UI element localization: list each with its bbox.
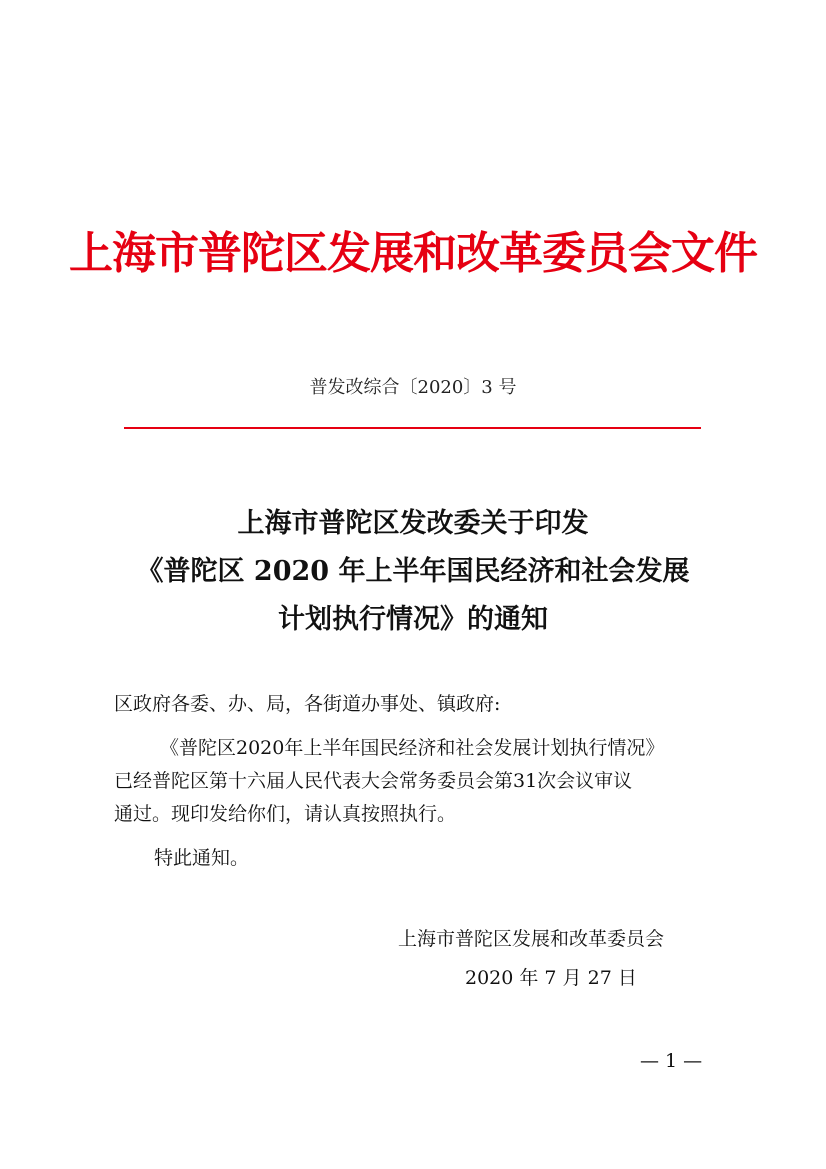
- notice-title-line-3: 计划执行情况》的通知: [278, 604, 548, 635]
- notice-title-line-2: 《普陀区 2020 年上半年国民经济和社会发展: [136, 556, 690, 587]
- body-paragraph: [114, 732, 724, 831]
- paragraph-line-3: 通过。现印发给你们，请认真按照执行。: [114, 803, 457, 825]
- closing-line: 特此通知。: [154, 847, 250, 869]
- paragraph-line-1: 《普陀区2020年上半年国民经济和社会发展计划执行情况》: [160, 737, 665, 759]
- signature-organization: 上海市普陀区发展和改革委员会: [398, 928, 665, 950]
- document-number: 普发改综合〔2020〕3 号: [309, 377, 517, 398]
- signature-date: 2020 年 7 月 27 日: [465, 967, 637, 989]
- red-header-title: 上海市普陀区发展和改革委员会文件: [69, 228, 757, 279]
- notice-title-line-1: 上海市普陀区发改委关于印发: [237, 508, 589, 539]
- paragraph-line-2: 已经普陀区第十六届人民代表大会常务委员会第31次会议审议: [114, 770, 633, 792]
- salutation: 区政府各委、办、局，各街道办事处、镇政府:: [114, 693, 501, 715]
- page-number: — 1 —: [640, 1050, 703, 1072]
- notice-title: [0, 500, 826, 644]
- red-divider-line: [124, 427, 701, 429]
